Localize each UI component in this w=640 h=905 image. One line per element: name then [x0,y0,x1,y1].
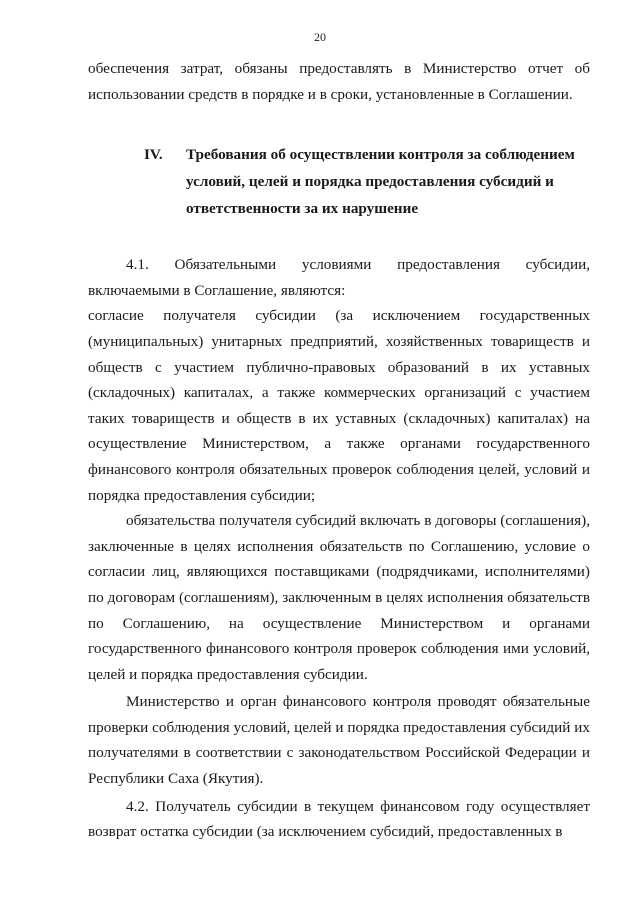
intro-paragraph: обеспечения затрат, обязаны предоставлять в Министерство отчет об использовании средств в порядке и в сроки, установленные в Соглашении. [88,60,590,103]
document-body [88,56,590,845]
paragraph-inspections: Министерство и орган финансового контроля проводят обязательные проверки соблюдения условий, целей и порядка предоставления субсидий их получателями в соответствии с законодательством Российской Федерации и Республики Саха (Якутия). [88,693,590,788]
section-number: IV. [144,146,163,164]
paragraph-consent: согласие получателя субсидии (за исключением государственных (муниципальных) унитарных предприятий, хозяйственных товариществ и обществ с участием публично-правовых образований в их уставных (складочных) капиталах, а также коммерческих организаций с участием таких товариществ и обществ в их уставных (складочных) капиталах) на осуществление Министерством, а также органами государственного финансового контроля обязательных проверок соблюдения целей, условий и порядка предоставления субсидии; [88,307,590,504]
paragraph-4-1: 4.1. Обязательными условиями предоставления субсидии, включаемыми в Соглашение, являются: [88,256,590,299]
section-title: Требования об осуществлении контроля за соблюдением условий, целей и порядка предоставления субсидий и ответственности за их нарушение [186,146,575,218]
section-heading [88,141,590,222]
paragraph-obligations: обязательства получателя субсидий включать в договоры (соглашения), заключенные в целях исполнения обязательств по Соглашению, условие о согласии лиц, являющихся поставщиками (подрядчиками, исполнителями) по договорам (соглашениям), заключенным в целях исполнения обязательств по Соглашению, на осуществление Министерством и органами государственного финансового контроля проверок соблюдения ими условий, целей и порядка предоставления субсидии. [88,512,590,683]
paragraph-4-2: 4.2. Получатель субсидии в текущем финансовом году осуществляет возврат остатка субсидии (за исключением субсидий, предоставленных в [88,797,590,841]
page-number: 20 [314,30,326,44]
